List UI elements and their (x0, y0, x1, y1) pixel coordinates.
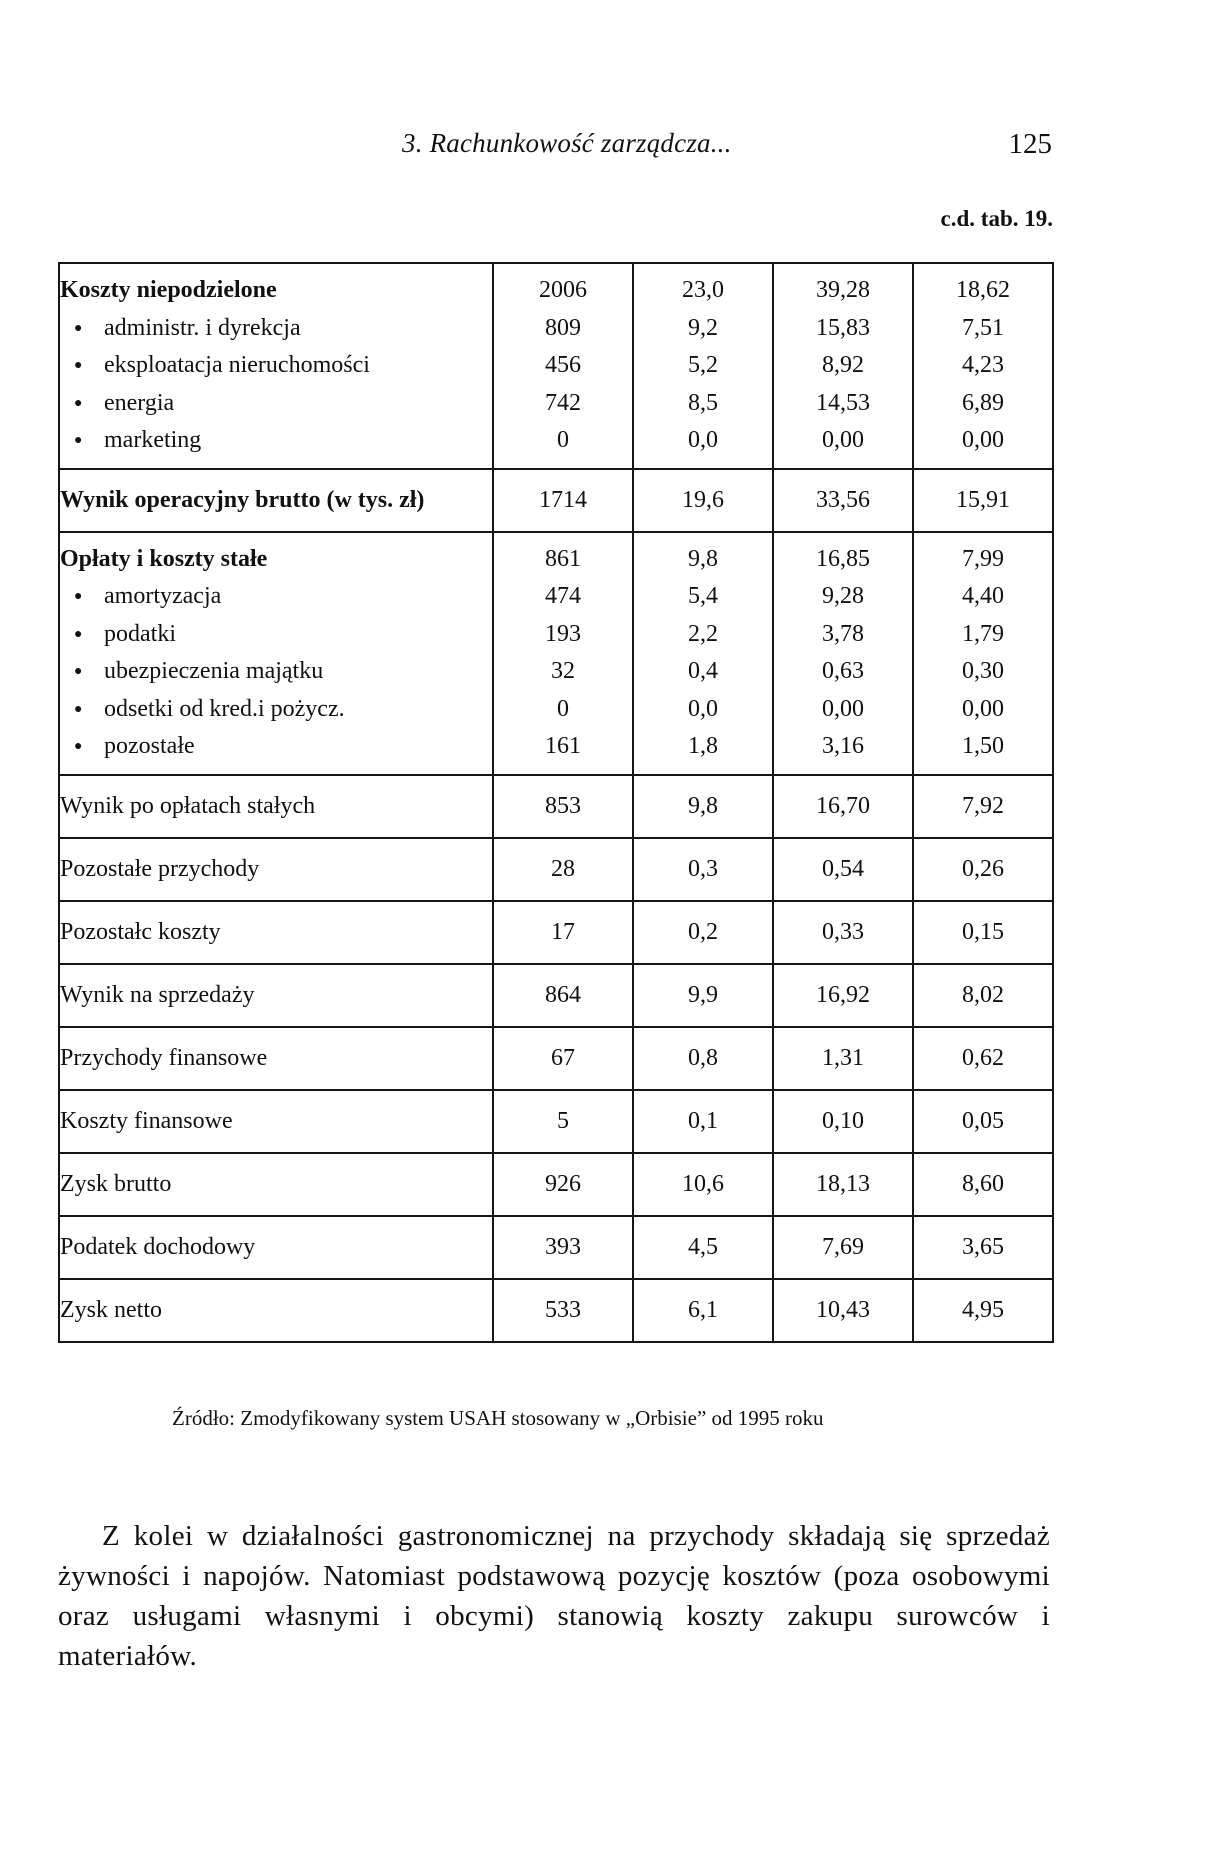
table-row (59, 775, 1053, 838)
group-label-cell (59, 263, 493, 469)
group-item-value: 1,79 (962, 620, 1004, 647)
row-label: Pozostałe przychody (59, 838, 493, 901)
group-total-value: 39,28 (816, 277, 870, 303)
group-item-label: ● podatki (60, 616, 492, 654)
body-paragraph: Z kolei w działalności gastronomicznej na przychody składają się sprzedaż żywności i napojów. Natomiast podstawową pozycję kosztów (poza osobowymi oraz usługami własnymi i obcymi) stanowią koszty zakupu surowców i materiałów. (58, 1520, 1050, 1672)
group-value-cell-share (633, 263, 773, 469)
table-row (59, 1027, 1053, 1090)
group-item-value: 193 (545, 620, 581, 647)
group-item-value: 5,4 (688, 583, 718, 609)
table-row-operating-result (59, 469, 1053, 532)
row-value: 3,65 (913, 1216, 1053, 1279)
group-item-value: 14,53 (816, 389, 870, 416)
row-value: 17 (493, 901, 633, 964)
running-head-title: 3. Rachunkowość zarządcza... (402, 128, 732, 158)
group-item-value: 8,5 (688, 389, 718, 416)
row-value: 0,3 (633, 838, 773, 901)
row-value: 0,1 (633, 1090, 773, 1153)
row-value: 0,15 (913, 901, 1053, 964)
table-continuation-label: c.d. tab. 19. (940, 206, 1053, 231)
row-value: 16,92 (773, 964, 913, 1027)
row-value: 0,8 (633, 1027, 773, 1090)
group-item-value: 161 (545, 733, 581, 759)
row-value: 0,05 (913, 1090, 1053, 1153)
row-value: 393 (493, 1216, 633, 1279)
group-title: Opłaty i koszty stałe (60, 545, 268, 572)
group-item-value: 2,2 (688, 620, 718, 647)
table-row (59, 1153, 1053, 1216)
group-total-value: 7,99 (962, 545, 1004, 572)
group-item-label: ● energia (60, 385, 492, 423)
group-value-cell-amount (493, 263, 633, 469)
row-value: 67 (493, 1027, 633, 1090)
group-item-value: 5,2 (688, 352, 718, 378)
group-item-value: 4,40 (962, 583, 1004, 609)
row-value: 7,69 (773, 1216, 913, 1279)
group-item-label: ● amortyzacja (60, 578, 492, 616)
row-value: 28 (493, 838, 633, 901)
group-value-cell-ratio-a (773, 263, 913, 469)
group-item-value: 9,2 (688, 314, 718, 341)
group-label-cell (59, 532, 493, 775)
group-total-value: 16,85 (816, 545, 870, 572)
group-item-value: 1,8 (688, 733, 718, 759)
table-row (59, 838, 1053, 901)
group-item-label: ● ubezpieczenia majątku (60, 653, 492, 691)
row-value: 7,92 (913, 775, 1053, 838)
group-item-value: 0,00 (962, 427, 1004, 453)
row-value: 4,5 (633, 1216, 773, 1279)
table-row (59, 901, 1053, 964)
group-item-value: 0,00 (962, 695, 1004, 722)
row-value: 5 (493, 1090, 633, 1153)
row-value: 8,02 (913, 964, 1053, 1027)
row-value: 1714 (493, 469, 633, 532)
row-value: 853 (493, 775, 633, 838)
row-value: 10,6 (633, 1153, 773, 1216)
group-item-value: 474 (545, 583, 581, 609)
row-value: 0,10 (773, 1090, 913, 1153)
group-total-value: 23,0 (682, 277, 724, 303)
table-source-note: Źródło: Zmodyfikowany system USAH stosowany w „Orbisie” od 1995 roku (172, 1406, 824, 1430)
row-value: 10,43 (773, 1279, 913, 1342)
group-item-value: 9,28 (822, 583, 864, 609)
group-item-value: 8,92 (822, 352, 864, 378)
group-item-value: 0,4 (688, 658, 718, 684)
row-label: Wynik po opłatach stałych (59, 775, 493, 838)
table-row (59, 1279, 1053, 1342)
row-value: 9,8 (633, 775, 773, 838)
row-label: Koszty finansowe (59, 1090, 493, 1153)
row-label: Podatek dochodowy (59, 1216, 493, 1279)
financial-results-table (58, 262, 1054, 1343)
group-title: Koszty niepodzielone (60, 277, 277, 303)
row-label: Przychody finansowe (59, 1027, 493, 1090)
group-item-value: 742 (545, 389, 581, 416)
row-value: 0,62 (913, 1027, 1053, 1090)
group-item-value: 456 (545, 352, 581, 378)
group-item-label: ● administr. i dyrekcja (60, 310, 492, 348)
group-item-label: ● marketing (60, 422, 492, 460)
row-value: 864 (493, 964, 633, 1027)
group-item-label: ● eksploatacja nieruchomości (60, 347, 492, 385)
table-row (59, 964, 1053, 1027)
row-label: Zysk brutto (59, 1153, 493, 1216)
group-item-value: 0,30 (962, 658, 1004, 684)
row-value: 0,26 (913, 838, 1053, 901)
table-group-indivisible-costs (59, 263, 1053, 469)
group-item-value: 3,16 (822, 733, 864, 759)
table-row (59, 1090, 1053, 1153)
group-item-value: 3,78 (822, 620, 864, 647)
row-value: 4,95 (913, 1279, 1053, 1342)
row-value: 18,13 (773, 1153, 913, 1216)
row-value: 0,33 (773, 901, 913, 964)
group-item-value: 7,51 (962, 314, 1004, 341)
row-value: 926 (493, 1153, 633, 1216)
row-value: 15,91 (913, 469, 1053, 532)
group-item-label: ● odsetki od kred.i pożycz. (60, 691, 492, 729)
group-item-value: 6,89 (962, 389, 1004, 416)
group-value-cell-ratio-b (913, 263, 1053, 469)
row-label: Wynik na sprzedaży (59, 964, 493, 1027)
group-item-value: 1,50 (962, 733, 1004, 759)
group-value-cell-ratio-b (913, 532, 1053, 775)
table-row (59, 1216, 1053, 1279)
row-value: 533 (493, 1279, 633, 1342)
group-value-cell-share (633, 532, 773, 775)
row-value: 1,31 (773, 1027, 913, 1090)
group-value-cell-amount (493, 532, 633, 775)
group-total-value: 2006 (539, 277, 587, 303)
group-item-value: 0,63 (822, 658, 864, 684)
row-value: 0,54 (773, 838, 913, 901)
row-value: 8,60 (913, 1153, 1053, 1216)
row-value: 33,56 (773, 469, 913, 532)
group-value-cell-ratio-a (773, 532, 913, 775)
group-item-value: 0 (557, 427, 569, 453)
group-item-value: 809 (545, 314, 581, 341)
row-label: Zysk netto (59, 1279, 493, 1342)
row-value: 9,9 (633, 964, 773, 1027)
group-total-value: 861 (545, 545, 581, 572)
group-item-value: 15,83 (816, 314, 870, 341)
group-item-value: 0 (557, 695, 569, 722)
group-total-value: 9,8 (688, 545, 718, 572)
group-item-label: ● pozostałe (60, 728, 492, 766)
row-value: 19,6 (633, 469, 773, 532)
row-label: Pozostałc koszty (59, 901, 493, 964)
page-number: 125 (1008, 128, 1052, 160)
group-item-value: 4,23 (962, 352, 1004, 378)
row-value: 0,2 (633, 901, 773, 964)
row-value: 16,70 (773, 775, 913, 838)
group-item-value: 0,0 (688, 427, 718, 453)
group-item-value: 0,0 (688, 695, 718, 722)
row-label: Wynik operacyjny brutto (w tys. zł) (59, 469, 493, 532)
group-item-value: 0,00 (822, 427, 864, 453)
group-item-value: 32 (551, 658, 575, 684)
group-item-value: 0,00 (822, 695, 864, 722)
group-total-value: 18,62 (956, 277, 1010, 303)
row-value: 6,1 (633, 1279, 773, 1342)
table-group-fixed-costs (59, 532, 1053, 775)
